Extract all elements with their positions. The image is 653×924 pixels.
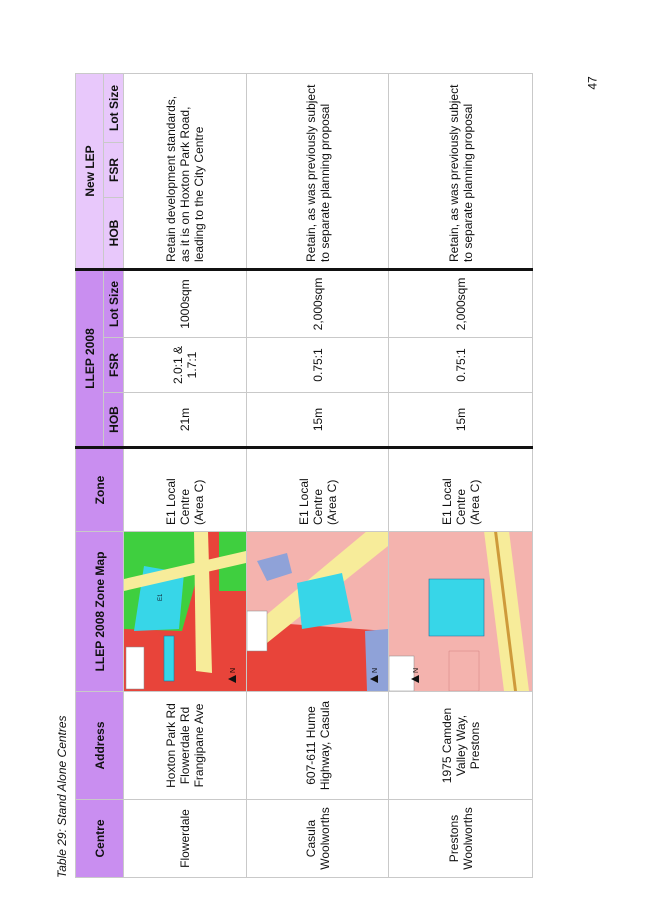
llep-hob-cell: 15m — [247, 393, 389, 448]
zone-line: E1 Local — [439, 478, 454, 525]
new-lep-cell: Retain, as was previously subject to separate planning proposal — [247, 73, 389, 269]
zone-map-cell — [124, 532, 247, 692]
header-llep-2008: LLEP 2008 — [76, 269, 104, 447]
centre-cell — [247, 800, 389, 878]
address-line: Frangipane Ave — [192, 703, 206, 788]
fsr-line: 2.0:1 & — [171, 345, 185, 385]
header-llep-lot: Lot Size — [104, 269, 124, 337]
llep-lot-cell: 2,000sqm — [389, 269, 533, 337]
table-row — [389, 73, 533, 877]
table-row — [247, 73, 389, 877]
llep-hob-cell: 21m — [124, 393, 247, 448]
address-line: Highway, Casula — [317, 700, 332, 791]
table-row — [124, 73, 247, 877]
page-number: 47 — [585, 76, 600, 90]
centre-line: Casula — [303, 819, 318, 858]
svg-text:N: N — [413, 667, 420, 673]
address-cell — [124, 692, 247, 800]
address-line: Prestons — [467, 721, 482, 770]
header-zone: Zone — [76, 448, 124, 532]
zone-map-prestons — [389, 532, 532, 692]
zone-line: E1 Local — [296, 478, 311, 525]
zone-line: (Area C) — [192, 479, 206, 525]
zone-line: Centre — [178, 488, 192, 525]
llep-fsr-cell: 0.75:1 — [389, 338, 533, 393]
zone-line: (Area C) — [467, 479, 482, 525]
address-cell — [389, 692, 533, 800]
header-new-fsr: FSR — [104, 142, 124, 197]
svg-text:E1: E1 — [158, 593, 164, 601]
llep-fsr-cell: 0.75:1 — [247, 338, 389, 393]
address-line: Valley Way, — [453, 714, 468, 777]
svg-text:N: N — [372, 667, 379, 673]
header-address: Address — [76, 692, 124, 800]
centre-name: Flowerdale — [178, 809, 192, 868]
table-caption: Table 29: Stand Alone Centres — [55, 715, 69, 878]
header-new-hob: HOB — [104, 197, 124, 269]
zone-cell — [247, 448, 389, 532]
new-lep-cell: Retain development standards, as it is on Hoxton Park Road, leading to the City Centre — [124, 73, 247, 269]
centre-cell — [124, 800, 247, 878]
zone-cell — [124, 448, 247, 532]
address-line: 607-611 Hume — [303, 706, 318, 785]
header-zone-map: LLEP 2008 Zone Map — [76, 532, 124, 692]
address-line: Hoxton Park Rd — [164, 703, 178, 788]
stand-alone-centres-table — [75, 73, 533, 878]
zone-line: Centre — [453, 488, 468, 525]
zone-map-cell — [389, 532, 533, 692]
header-llep-fsr: FSR — [104, 338, 124, 393]
header-new-lot: Lot Size — [104, 73, 124, 142]
address-line: Flowerdale Rd — [178, 706, 192, 785]
svg-text:N: N — [230, 667, 237, 673]
centre-line: Woolworths — [317, 807, 332, 870]
zone-map-cell — [247, 532, 389, 692]
centre-line: Woolworths — [460, 807, 475, 870]
centre-cell — [389, 800, 533, 878]
llep-lot-cell: 2,000sqm — [247, 269, 389, 337]
rotated-page — [49, 74, 529, 878]
zone-line: (Area C) — [324, 479, 339, 525]
llep-lot-cell: 1000sqm — [124, 269, 247, 337]
zone-line: E1 Local — [164, 478, 178, 525]
zone-line: Centre — [310, 488, 325, 525]
header-llep-hob: HOB — [104, 393, 124, 448]
zone-cell — [389, 448, 533, 532]
zone-map-casula — [247, 532, 388, 692]
zone-map-flowerdale — [124, 532, 246, 692]
header-new-lep: New LEP — [76, 73, 104, 269]
centre-line: Prestons — [446, 814, 461, 863]
llep-fsr-cell — [124, 338, 247, 393]
address-cell — [247, 692, 389, 800]
fsr-line: 1.7:1 — [185, 351, 199, 379]
llep-hob-cell: 15m — [389, 393, 533, 448]
header-centre: Centre — [76, 800, 124, 878]
address-line: 1975 Camden — [439, 707, 454, 784]
new-lep-cell: Retain, as was previously subject to separate planning proposal — [389, 73, 533, 269]
